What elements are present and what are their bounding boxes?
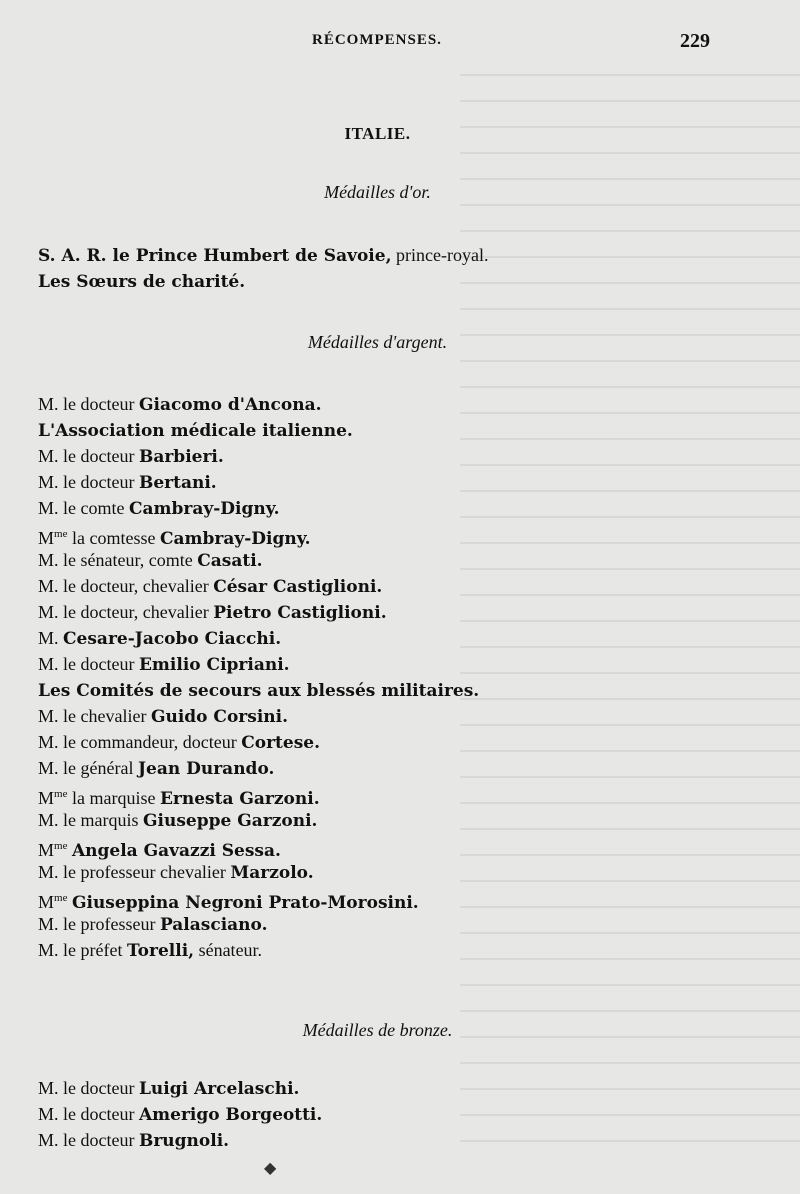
list-item <box>38 469 479 495</box>
list-item <box>38 417 479 443</box>
entry-prefix: $M^{me}$ <box>38 840 68 860</box>
entry-name: Angela Gavazzi Sessa. <box>71 841 281 861</box>
entry-name: S. A. R. le Prince Humbert de Savoie, <box>38 246 392 266</box>
entry-name: Les Comités de secours aux blessés militaires. <box>38 681 480 701</box>
entry-name: César Castiglioni. <box>213 577 383 597</box>
entry-name: Cambray-Digny. <box>128 499 280 519</box>
list-item <box>38 781 479 807</box>
entry-suffix: sénateur. <box>194 940 263 960</box>
page-number: 229 <box>680 30 710 52</box>
silver-medal-list <box>38 391 479 963</box>
list-item <box>38 625 479 651</box>
entry-prefix: M. le marquis <box>38 810 143 830</box>
list-item <box>38 495 479 521</box>
list-item <box>38 443 479 469</box>
entry-prefix: M. le général <box>38 758 138 778</box>
entry-name: Giacomo d'Ancona. <box>138 395 322 415</box>
entry-name: Barbieri. <box>138 447 224 467</box>
running-title: RÉCOMPENSES. <box>312 32 442 48</box>
entry-prefix: $M^{me}$ la marquise <box>38 788 160 808</box>
entry-prefix: M. le professeur <box>38 914 160 934</box>
list-item <box>38 268 488 294</box>
list-item <box>38 755 479 781</box>
list-item <box>38 1127 322 1153</box>
list-item <box>38 391 479 417</box>
list-item <box>38 885 479 911</box>
entry-prefix: M. le docteur <box>38 446 139 466</box>
entry-name: Brugnoli. <box>138 1131 230 1151</box>
entry-prefix: M. le chevalier <box>38 706 151 726</box>
running-head <box>0 32 800 56</box>
gold-medal-list <box>38 242 488 294</box>
entry-prefix: M. le docteur <box>38 1130 139 1150</box>
entry-prefix: M. le docteur, chevalier <box>38 576 214 596</box>
bronze-medal-list <box>38 1075 322 1153</box>
entry-name: Cesare-Jacobo Ciacchi. <box>63 629 282 649</box>
entry-name: Cortese. <box>241 733 321 753</box>
entry-prefix: M. le docteur <box>38 654 139 674</box>
entry-prefix: $M^{me}$ la comtesse <box>38 528 160 548</box>
list-item <box>38 242 488 268</box>
list-item <box>38 859 479 885</box>
list-item <box>38 1075 322 1101</box>
entry-name: Amerigo Borgeotti. <box>138 1105 323 1125</box>
list-item <box>38 729 479 755</box>
section-heading-gold: Médailles d'or. <box>324 182 431 202</box>
entry-prefix: M. le docteur <box>38 1078 139 1098</box>
entry-prefix: M. le professeur chevalier <box>38 862 231 882</box>
entry-name: Jean Durando. <box>137 759 275 779</box>
list-item <box>38 599 479 625</box>
country-heading: ITALIE. <box>344 124 411 143</box>
entry-name: Emilio Cipriani. <box>138 655 290 675</box>
entry-prefix: M. le docteur <box>38 1104 139 1124</box>
entry-prefix: M. le commandeur, docteur <box>38 732 242 752</box>
entry-name: Casati. <box>197 551 263 571</box>
entry-name: Torelli, <box>126 941 195 961</box>
list-item <box>38 677 479 703</box>
entry-name: Bertani. <box>138 473 217 493</box>
list-item <box>38 1101 322 1127</box>
show-through-text <box>460 60 800 1160</box>
entry-prefix: M. le docteur <box>38 472 139 492</box>
entry-prefix: M. le sénateur, comte <box>38 550 198 570</box>
list-item <box>38 547 479 573</box>
entry-prefix: $M^{me}$ <box>38 892 68 912</box>
entry-prefix: M. le préfet <box>38 940 127 960</box>
list-item <box>38 911 479 937</box>
entry-name: Cambray-Digny. <box>159 529 311 549</box>
entry-name: Giuseppe Garzoni. <box>143 811 318 831</box>
list-item <box>38 937 479 963</box>
list-item <box>38 807 479 833</box>
entry-name: Les Sœurs de charité. <box>38 272 246 292</box>
entry-prefix: M. le docteur <box>38 394 139 414</box>
entry-name: Palasciano. <box>159 915 268 935</box>
entry-name: Ernesta Garzoni. <box>159 789 320 809</box>
section-heading-bronze: Médailles de bronze. <box>302 1020 453 1040</box>
entry-name: Luigi Arcelaschi. <box>138 1079 300 1099</box>
list-item <box>38 573 479 599</box>
section-heading-silver: Médailles d'argent. <box>307 332 448 352</box>
entry-name: Marzolo. <box>230 863 314 883</box>
entry-suffix: prince-royal. <box>391 245 489 265</box>
entry-prefix: M. <box>38 628 64 648</box>
entry-name: L'Association médicale italienne. <box>38 421 353 441</box>
entry-prefix: M. le comte <box>38 498 129 518</box>
list-item <box>38 833 479 859</box>
printer-ornament: ◆ <box>264 1158 277 1177</box>
entry-name: Guido Corsini. <box>150 707 289 727</box>
list-item <box>38 651 479 677</box>
list-item <box>38 703 479 729</box>
entry-name: Giuseppina Negroni Prato-Morosini. <box>71 893 419 913</box>
entry-name: Pietro Castiglioni. <box>213 603 387 623</box>
list-item <box>38 521 479 547</box>
entry-prefix: M. le docteur, chevalier <box>38 602 214 622</box>
